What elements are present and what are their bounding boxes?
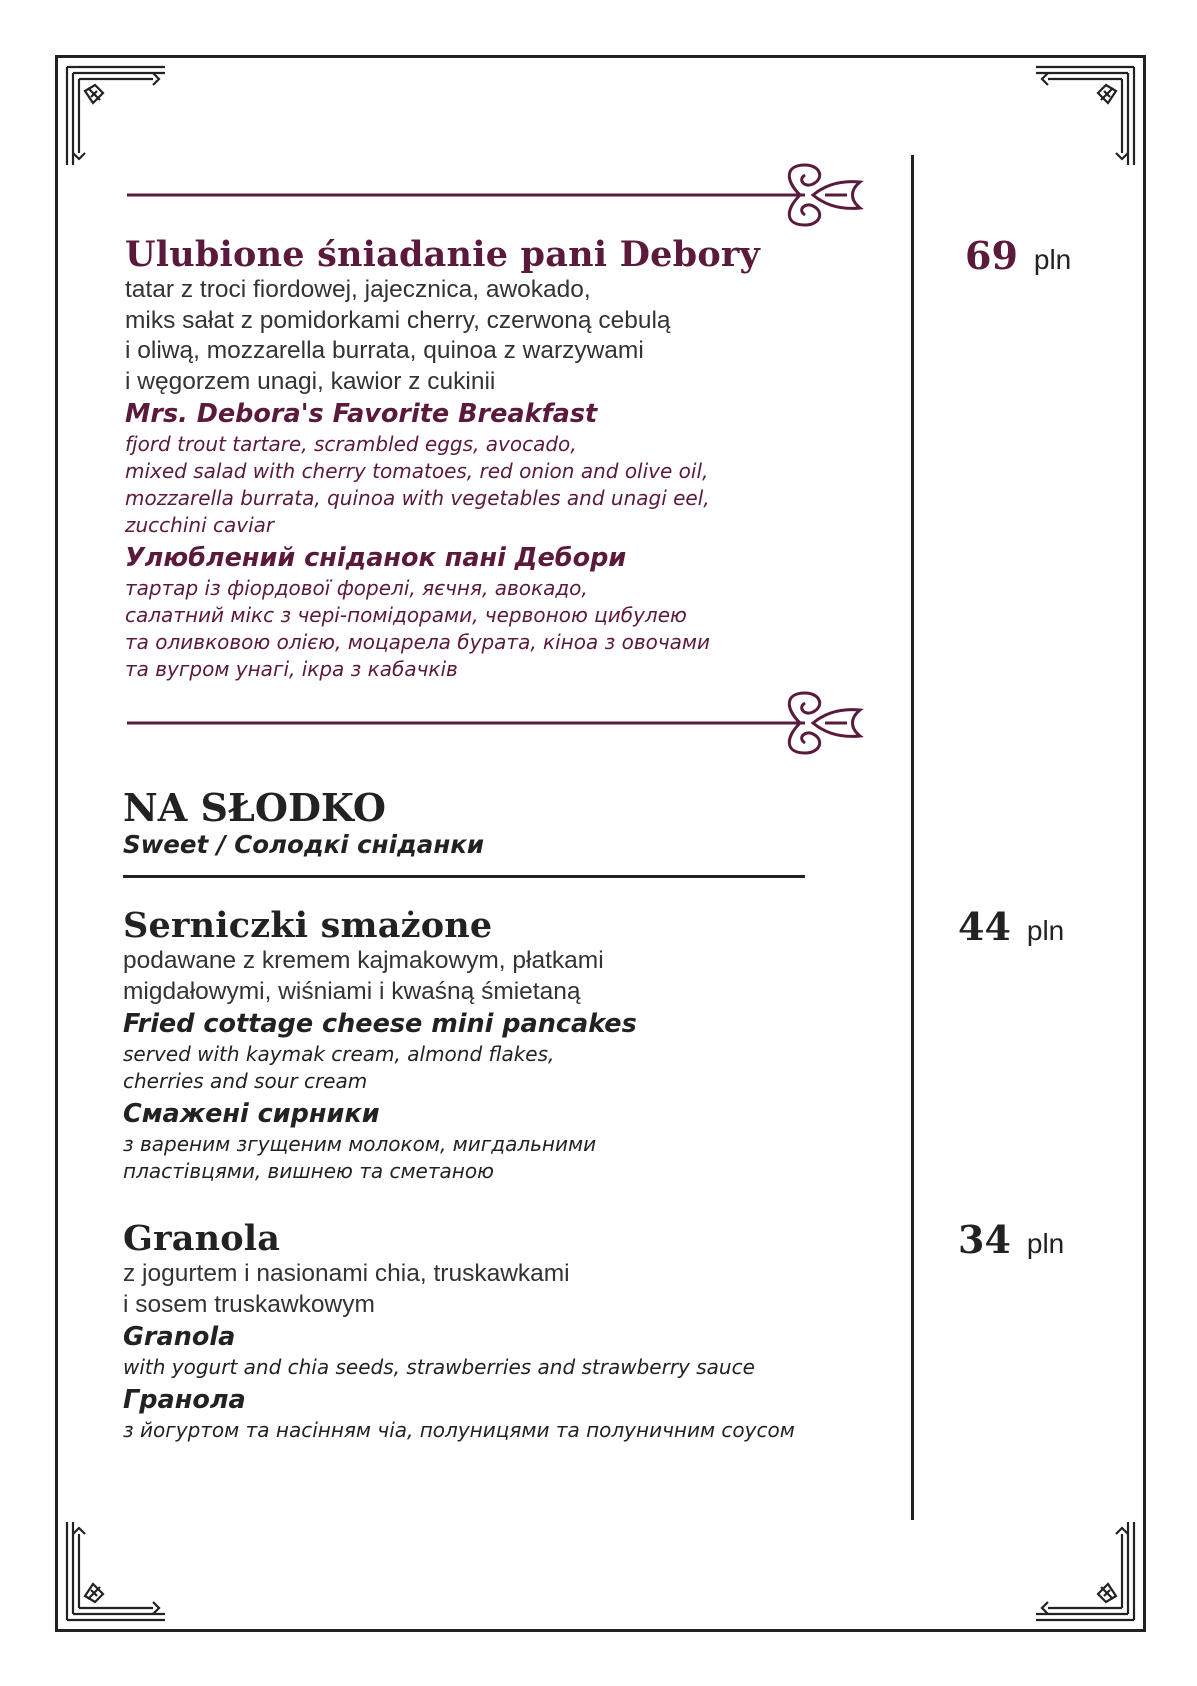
price-value: 34: [958, 1217, 1011, 1262]
section-rule: [123, 875, 805, 878]
item-desc-ua: з вареним згущеним молоком, мигдальними пластівцями, вишнею та сметаною: [123, 1132, 597, 1183]
corner-ornament-icon: [55, 55, 165, 165]
item-title-en: Mrs. Debora's Favorite Breakfast: [125, 399, 598, 429]
item-title-en: Granola: [123, 1322, 236, 1352]
item-desc-ua: тартар із фіордової форелі, яєчня, авокадо, салатний мікс з чері-помідорами, червоною цибулею та оливковою олією, моцарела бурата, кіноа з овочами та вугром унагі, ікра з кабачків: [125, 576, 711, 681]
item-desc-pl: podawane z kremem kajmakowym, płatkami migdałowymi, wiśniami i kwaśną śmietaną: [123, 947, 604, 1005]
price-currency: pln: [1026, 1228, 1065, 1259]
menu-item-featured: [125, 235, 885, 683]
corner-ornament-icon: [55, 1522, 165, 1632]
item-desc-pl: tatar z troci fiordowej, jajecznica, awokado, miks sałat z pomidorkami cherry, czerwoną cebulą i oliwą, mozzarella burrata, quinoa z warzywami i węgorzem unagi, kawior z cukinii: [125, 276, 671, 395]
item-price: [958, 1218, 1064, 1266]
item-title-ua: Смажені сирники: [123, 1099, 380, 1129]
price-value: 44: [958, 904, 1011, 949]
price-value: 69: [965, 233, 1018, 278]
item-desc-en: with yogurt and chia seeds, strawberries and strawberry sauce: [123, 1355, 755, 1379]
section-subtitle: Sweet / Солодкі сніданки: [123, 830, 485, 859]
item-desc-ua: з йогуртом та насінням чіа, полуницями та полуничним соусом: [123, 1418, 795, 1442]
item-title-en: Fried cottage cheese mini pancakes: [123, 1009, 637, 1039]
price-currency: pln: [1033, 244, 1072, 275]
item-title-pl: Serniczki smażone: [123, 905, 493, 946]
item-price: [965, 234, 1071, 282]
item-title-pl: Ulubione śniadanie pani Debory: [125, 234, 761, 275]
item-desc-en: fjord trout tartare, scrambled eggs, avocado, mixed salad with cherry tomatoes, red onion and olive oil, mozzarella burrata, quinoa with vegetables and unagi eel, zucchini caviar: [125, 432, 710, 537]
price-column-divider: [911, 155, 914, 1520]
menu-item: [123, 906, 893, 1185]
item-title-pl: Granola: [123, 1218, 281, 1259]
item-price: [958, 905, 1064, 953]
corner-ornament-icon: [1036, 55, 1146, 165]
corner-ornament-icon: [1036, 1522, 1146, 1632]
item-desc-en: served with kaymak cream, almond flakes, cherries and sour cream: [123, 1042, 555, 1093]
flourish-divider: [125, 688, 875, 758]
flourish-divider: [125, 160, 875, 230]
price-currency: pln: [1026, 915, 1065, 946]
item-title-ua: Гранола: [123, 1385, 246, 1415]
item-desc-pl: z jogurtem i nasionami chia, truskawkami i sosem truskawkowym: [123, 1260, 570, 1318]
section-title: NA SŁODKO: [123, 785, 387, 830]
item-title-ua: Улюблений сніданок пані Дебори: [125, 543, 627, 573]
menu-item: [123, 1219, 903, 1444]
